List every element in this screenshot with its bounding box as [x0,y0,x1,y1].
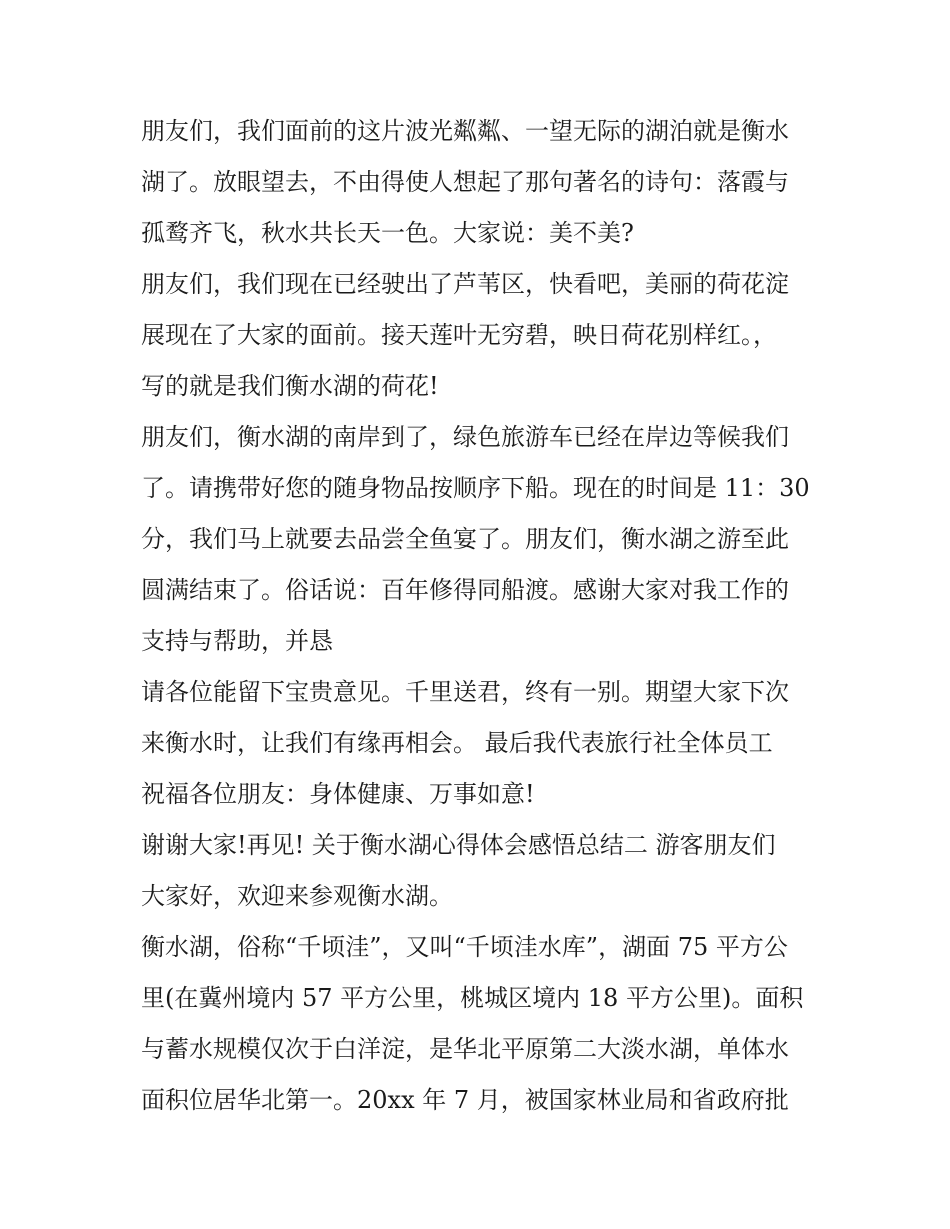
document-body [141,106,813,1126]
text-line: 圆满结束了。俗话说：百年修得同船渡。感谢大家对我工作的 [141,576,789,604]
text-line: 面积位居华北第一。20xx 年 7 月，被国家林业局和省政府批 [141,1086,789,1114]
text-line: 谢谢大家!再见! 关于衡水湖心得体会感悟总结二 游客朋友们 [141,831,776,859]
text-line: 祝福各位朋友：身体健康、万事如意! [141,780,535,808]
text-line: 请各位能留下宝贵意见。千里送君，终有一别。期望大家下次 [141,678,789,706]
text-line: 展现在了大家的面前。接天莲叶无穷碧，映日荷花别样红。， [141,321,777,349]
text-line: 朋友们，衡水湖的南岸到了，绿色旅游车已经在岸边等候我们 [141,423,789,451]
text-line: 支持与帮助，并恳 [141,627,333,655]
text-line: 孤鹜齐飞，秋水共长天一色。大家说：美不美? [141,219,634,247]
text-line: 衡水湖，俗称“千顷洼”，又叫“千顷洼水库”，湖面 75 平方公 [141,933,788,961]
text-line: 分，我们马上就要去品尝全鱼宴了。朋友们，衡水湖之游至此 [141,525,789,553]
text-line: 来衡水时，让我们有缘再相会。 最后我代表旅行社全体员工 [141,729,773,757]
text-line: 里(在冀州境内 57 平方公里，桃城区境内 18 平方公里)。面积 [141,984,804,1012]
text-line: 了。请携带好您的随身物品按顺序下船。现在的时间是 11：30 [141,474,810,502]
text-line: 朋友们，我们现在已经驶出了芦苇区，快看吧，美丽的荷花淀 [141,270,789,298]
text-line: 写的就是我们衡水湖的荷花! [141,372,439,400]
text-line: 湖了。放眼望去，不由得使人想起了那句著名的诗句：落霞与 [141,168,789,196]
text-line: 朋友们，我们面前的这片波光粼粼、一望无际的湖泊就是衡水 [141,117,789,145]
text-line: 大家好，欢迎来参观衡水湖。 [141,882,453,910]
text-line: 与蓄水规模仅次于白洋淀，是华北平原第二大淡水湖，单体水 [141,1035,789,1063]
